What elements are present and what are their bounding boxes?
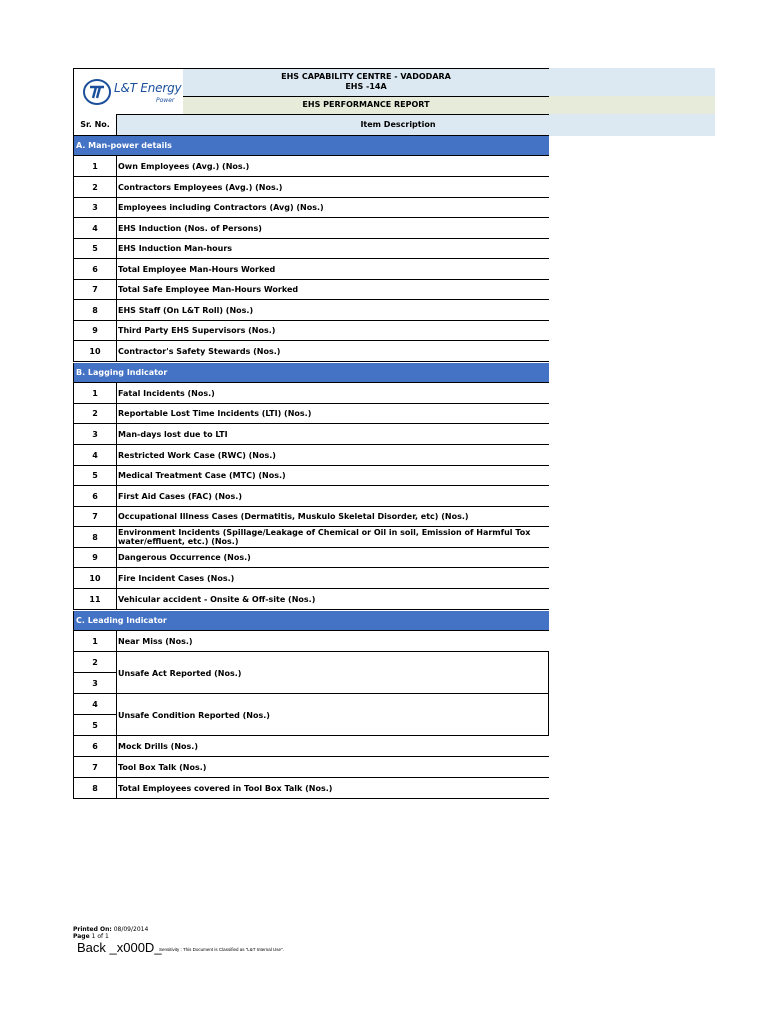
item-description-cell: EHS Induction Man-hours xyxy=(118,244,233,253)
centre-title: EHS CAPABILITY CENTRE - VADODARA xyxy=(281,72,451,81)
sr-no-cell: 8 xyxy=(73,527,117,547)
table-row xyxy=(73,259,549,280)
table-row xyxy=(73,218,549,239)
item-description-cell: EHS Induction (Nos. of Persons) xyxy=(118,223,262,233)
table-row xyxy=(73,527,549,548)
desc-line-2: water/effluent, etc.) (Nos.) xyxy=(118,537,239,546)
item-description-cell: Dangerous Occurrence (Nos.) xyxy=(118,553,251,562)
sr-no-header: Sr. No. xyxy=(73,114,117,135)
sr-no-cell: 2 xyxy=(73,652,117,673)
item-description-cell: Occupational Illness Cases (Dermatitis, Muskulo Skeletal Disorder, etc) (Nos.) xyxy=(118,512,469,521)
table-row xyxy=(73,466,549,486)
item-description-cell: Fire Incident Cases (Nos.) xyxy=(118,573,235,583)
table-row xyxy=(73,507,549,527)
sr-no-cell: 1 xyxy=(73,156,117,176)
table-row xyxy=(73,156,549,177)
item-description-cell: Medical Treatment Case (MTC) (Nos.) xyxy=(118,471,286,480)
printed-on xyxy=(73,926,148,933)
item-description-cell: Contractor's Safety Stewards (Nos.) xyxy=(118,346,281,356)
table-row xyxy=(73,321,549,341)
table-row xyxy=(73,778,549,799)
item-description-cell: Man-days lost due to LTI xyxy=(118,429,228,439)
item-description-cell: Restricted Work Case (RWC) (Nos.) xyxy=(118,450,276,460)
page-of: of xyxy=(97,933,104,940)
item-description-cell: EHS Staff (On L&T Roll) (Nos.) xyxy=(118,305,254,315)
column-header-row xyxy=(73,114,549,136)
table-row xyxy=(73,486,549,507)
sr-no-cell: 3 xyxy=(73,424,117,444)
table-row xyxy=(73,445,549,466)
item-description-cell: Mock Drills (Nos.) xyxy=(118,741,198,751)
table-row xyxy=(73,736,549,757)
sr-no-cell: 8 xyxy=(73,300,117,320)
sr-no-cell: 1 xyxy=(73,383,117,403)
item-description-cell: Vehicular accident - Onsite & Off-site (Nos.) xyxy=(118,594,316,604)
item-description-cell xyxy=(118,527,549,547)
sr-no-cell: 6 xyxy=(73,736,117,756)
sr-no-cell: 7 xyxy=(73,507,117,526)
sr-no-cell: 2 xyxy=(73,404,117,423)
sr-no-cell: 1 xyxy=(73,631,117,651)
back-text: Back _x000D_ xyxy=(77,940,162,955)
table-row xyxy=(73,404,549,424)
sr-no-cell: 10 xyxy=(73,568,117,588)
table-row xyxy=(73,300,549,321)
sr-no-cell: 4 xyxy=(73,218,117,238)
sr-no-cell: 2 xyxy=(73,177,117,197)
sr-no-cell: 8 xyxy=(73,778,117,798)
item-description-cell: Own Employees (Avg.) (Nos.) xyxy=(118,161,250,171)
item-description-cell: Tool Box Talk (Nos.) xyxy=(118,762,207,772)
sr-no-cell: 3 xyxy=(73,673,117,693)
report-title: EHS PERFORMANCE REPORT xyxy=(302,100,430,109)
logo-brand: L&T Energy xyxy=(114,81,182,95)
sr-no-cell: 10 xyxy=(73,341,117,361)
page-num: 1 xyxy=(91,933,96,940)
item-description-cell: Unsafe Act Reported (Nos.) xyxy=(118,652,549,694)
table-row xyxy=(73,715,549,736)
table-row xyxy=(73,383,549,404)
item-description-cell: First Aid Cases (FAC) (Nos.) xyxy=(118,491,242,501)
table-row xyxy=(73,568,549,589)
item-description-cell: Third Party EHS Supervisors (Nos.) xyxy=(118,326,276,335)
table-row xyxy=(73,589,549,610)
item-description-cell: Fatal Incidents (Nos.) xyxy=(118,388,215,398)
printed-value: 08/09/2014 xyxy=(113,926,149,933)
table-row xyxy=(73,341,549,362)
item-description-cell: Unsafe Condition Reported (Nos.) xyxy=(118,694,549,736)
sr-no-cell: 6 xyxy=(73,486,117,506)
item-description-cell: Near Miss (Nos.) xyxy=(118,636,193,646)
table-row xyxy=(73,757,549,778)
table-row xyxy=(73,198,549,218)
table-row xyxy=(73,177,549,198)
sr-no-cell: 5 xyxy=(73,715,117,735)
table-row xyxy=(73,694,549,720)
table-row xyxy=(73,631,549,652)
page-info xyxy=(73,933,109,940)
page-label: Page xyxy=(73,933,90,940)
item-description-cell: Total Employees covered in Tool Box Talk (Nos.) xyxy=(118,783,333,793)
item-description-cell: Employees including Contractors (Avg) (Nos.) xyxy=(118,203,324,212)
section-b-header: B. Lagging Indicator xyxy=(73,363,549,383)
sr-no-cell: 4 xyxy=(73,694,117,715)
sr-no-cell: 3 xyxy=(73,198,117,217)
sr-no-cell: 9 xyxy=(73,548,117,567)
table-row xyxy=(73,673,549,694)
item-description-cell: Total Employee Man-Hours Worked xyxy=(118,264,276,274)
table-row xyxy=(73,424,549,445)
sr-no-cell: 6 xyxy=(73,259,117,279)
item-description-cell: Contractors Employees (Avg.) (Nos.) xyxy=(118,182,283,192)
sr-no-cell: 11 xyxy=(73,589,117,609)
sensitivity-note: Sensitivity : This Document is Classified as "L&T Internal Use". xyxy=(159,947,284,952)
section-c-header: C. Leading Indicator xyxy=(73,611,549,631)
item-description-cell: Total Safe Employee Man-Hours Worked xyxy=(118,285,299,294)
form-code: EHS -14A xyxy=(345,82,387,91)
sr-no-cell: 9 xyxy=(73,321,117,340)
sr-no-cell: 5 xyxy=(73,466,117,485)
page-total: 1 xyxy=(105,933,109,940)
table-row xyxy=(73,280,549,300)
item-description-cell: Reportable Lost Time Incidents (LTI) (Nos.) xyxy=(118,409,312,418)
table-row xyxy=(73,652,549,678)
sr-no-cell: 5 xyxy=(73,239,117,258)
item-description-header: Item Description xyxy=(360,120,436,129)
sr-no-cell: 7 xyxy=(73,280,117,299)
sr-no-cell: 4 xyxy=(73,445,117,465)
table-row xyxy=(73,239,549,259)
printed-label: Printed On: xyxy=(73,926,112,933)
section-a-header: A. Man-power details xyxy=(73,136,549,156)
desc-line-1: Environment Incidents (Spillage/Leakage of Chemical or Oil in soil, Emission of Harmful Tox xyxy=(118,528,531,537)
header-divider xyxy=(183,96,549,97)
table-row xyxy=(73,548,549,568)
logo-sub: Power xyxy=(156,97,175,104)
sr-no-cell: 7 xyxy=(73,757,117,777)
